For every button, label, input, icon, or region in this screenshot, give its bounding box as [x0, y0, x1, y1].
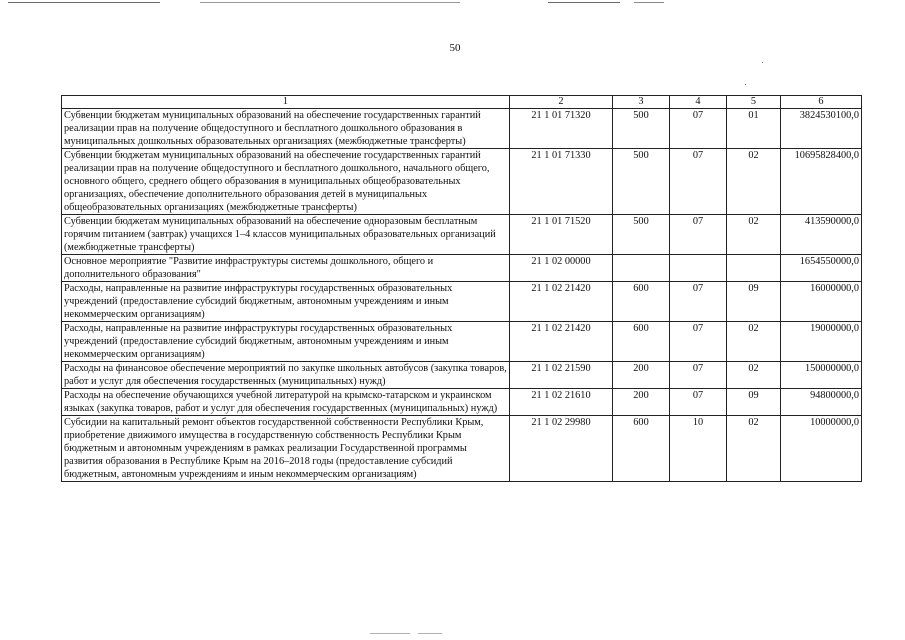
- target-article-code: 21 1 02 21420: [510, 322, 613, 362]
- target-article-code: 21 1 02 21420: [510, 282, 613, 322]
- subsection-code: [727, 255, 781, 282]
- target-article-code: 21 1 01 71320: [510, 109, 613, 149]
- section-code: 07: [670, 322, 727, 362]
- subsection-code: 09: [727, 282, 781, 322]
- table-row: [62, 362, 862, 389]
- subsection-code: 09: [727, 389, 781, 416]
- amount: 94800000,0: [781, 389, 862, 416]
- section-code: 07: [670, 109, 727, 149]
- table-row: [62, 416, 862, 482]
- row-description: Субвенции бюджетам муниципальных образований на обеспечение государственных гарантий реализации прав на получение общедоступного и бесплатного дошкольного, начального общего, основного общего, среднего общего образования в муниципальных общеобразовательных организациях, обеспечение дополнительного образования детей в муниципальных общеобразовательных организациях (межбюджетные трансферты): [62, 149, 510, 215]
- row-description: Субвенции бюджетам муниципальных образований на обеспечение одноразовым бесплатным горячим питанием (завтрак) учащихся 1–4 классов муниципальных образовательных организаций (межбюджетные трансферты): [62, 215, 510, 255]
- column-header: 3: [613, 96, 670, 109]
- amount: 3824530100,0: [781, 109, 862, 149]
- row-description: Расходы, направленные на развитие инфраструктуры государственных образовательных учреждений (предоставление субсидий бюджетным, автономным учреждениям и иным некоммерческим организациям): [62, 282, 510, 322]
- row-description: Субсидии на капитальный ремонт объектов государственной собственности Республики Крым, приобретение движимого имущества в государственную собственность Республики Крым бюджетным и автономным учреждениям в рамках реализации Государственной программы развития образования в Республике Крым на 2016–2018 годы (предоставление субсидий бюджетным, автономным учреждениям и иным некоммерческим организациям): [62, 416, 510, 482]
- section-code: [670, 255, 727, 282]
- section-code: 07: [670, 149, 727, 215]
- subsection-code: 01: [727, 109, 781, 149]
- expense-type-code: 200: [613, 389, 670, 416]
- row-description: Расходы на обеспечение обучающихся учебной литературой на крымско-татарском и украинском языках (закупка товаров, работ и услуг для обеспечения государственных (муниципальных) нужд): [62, 389, 510, 416]
- table-header-row: [62, 96, 862, 109]
- amount: 10695828400,0: [781, 149, 862, 215]
- column-header: 4: [670, 96, 727, 109]
- section-code: 10: [670, 416, 727, 482]
- amount: 413590000,0: [781, 215, 862, 255]
- expense-type-code: 500: [613, 215, 670, 255]
- scan-edge-mark: [548, 2, 620, 3]
- scan-edge-mark: [418, 633, 442, 634]
- amount: 19000000,0: [781, 322, 862, 362]
- target-article-code: 21 1 02 21610: [510, 389, 613, 416]
- expense-type-code: 600: [613, 322, 670, 362]
- budget-table: [61, 95, 862, 482]
- page-number: 50: [449, 42, 461, 54]
- expense-type-code: 600: [613, 416, 670, 482]
- scan-edge-mark: [370, 633, 410, 634]
- section-code: 07: [670, 282, 727, 322]
- table-row: [62, 389, 862, 416]
- subsection-code: 02: [727, 149, 781, 215]
- column-header: 6: [781, 96, 862, 109]
- scan-speck: [745, 84, 746, 85]
- subsection-code: 02: [727, 362, 781, 389]
- row-description: Субвенции бюджетам муниципальных образований на обеспечение государственных гарантий реализации прав на получение общедоступного и бесплатного дошкольного образования в муниципальных дошкольных образовательных организациях (межбюджетные трансферты): [62, 109, 510, 149]
- expense-type-code: 600: [613, 282, 670, 322]
- table-row: [62, 255, 862, 282]
- scan-edge-mark: [634, 2, 664, 3]
- target-article-code: 21 1 01 71330: [510, 149, 613, 215]
- scan-speck: [762, 62, 763, 63]
- subsection-code: 02: [727, 215, 781, 255]
- table-row: [62, 282, 862, 322]
- column-header: 5: [727, 96, 781, 109]
- table-row: [62, 215, 862, 255]
- expense-type-code: 500: [613, 149, 670, 215]
- table-row: [62, 109, 862, 149]
- target-article-code: 21 1 02 21590: [510, 362, 613, 389]
- section-code: 07: [670, 389, 727, 416]
- section-code: 07: [670, 215, 727, 255]
- row-description: Основное мероприятие "Развитие инфраструктуры системы дошкольного, общего и дополнительного образования": [62, 255, 510, 282]
- scan-edge-mark: [200, 2, 460, 3]
- expense-type-code: [613, 255, 670, 282]
- target-article-code: 21 1 01 71520: [510, 215, 613, 255]
- amount: 1654550000,0: [781, 255, 862, 282]
- expense-type-code: 500: [613, 109, 670, 149]
- table-row: [62, 149, 862, 215]
- row-description: Расходы на финансовое обеспечение мероприятий по закупке школьных автобусов (закупка товаров, работ и услуг для обеспечения государственных (муниципальных) нужд): [62, 362, 510, 389]
- row-description: Расходы, направленные на развитие инфраструктуры государственных образовательных учреждений (предоставление субсидий бюджетным, автономным учреждениям и иным некоммерческим организациям): [62, 322, 510, 362]
- scan-edge-mark: [8, 2, 160, 3]
- column-header: 1: [62, 96, 510, 109]
- amount: 150000000,0: [781, 362, 862, 389]
- target-article-code: 21 1 02 00000: [510, 255, 613, 282]
- subsection-code: 02: [727, 416, 781, 482]
- amount: 16000000,0: [781, 282, 862, 322]
- section-code: 07: [670, 362, 727, 389]
- column-header: 2: [510, 96, 613, 109]
- table-row: [62, 322, 862, 362]
- amount: 10000000,0: [781, 416, 862, 482]
- subsection-code: 02: [727, 322, 781, 362]
- target-article-code: 21 1 02 29980: [510, 416, 613, 482]
- expense-type-code: 200: [613, 362, 670, 389]
